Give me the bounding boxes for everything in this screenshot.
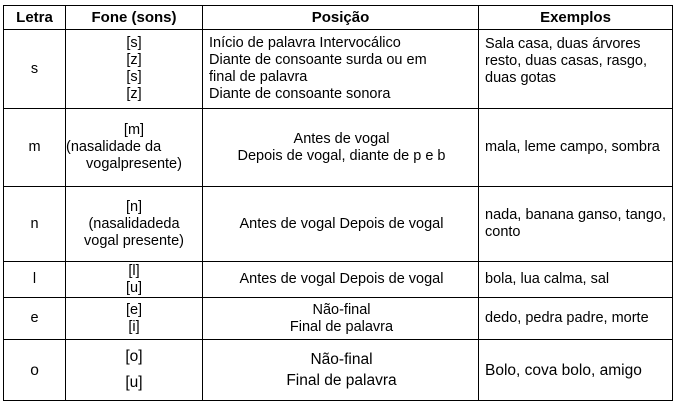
fone-line: vogal presente): [84, 232, 184, 249]
header-fone: Fone (sons): [66, 6, 203, 30]
letra-cell: e: [4, 298, 66, 340]
letra-cell: o: [4, 340, 66, 401]
letra-cell: m: [4, 109, 66, 187]
letra-cell: l: [4, 262, 66, 298]
fone-cell: [66, 340, 203, 401]
fone-line: [l]: [128, 262, 140, 279]
posicao-line: final de palavra: [209, 69, 308, 85]
exemplos-cell: dedo, pedra padre, morte: [479, 298, 673, 340]
posicao-line: Não-final: [310, 351, 373, 368]
exemplos-cell: Sala casa, duas árvores resto, duas casas, rasgo, duas gotas: [479, 30, 673, 109]
fone-line: [z]: [126, 86, 142, 102]
posicao-cell: [203, 187, 479, 262]
exemplos-cell: mala, leme campo, sombra: [479, 109, 673, 187]
fone-cell: [66, 262, 203, 298]
table-row: [4, 340, 673, 401]
exemplos-cell: bola, lua calma, sal: [479, 262, 673, 298]
posicao-line: Antes de vogal Depois de vogal: [239, 215, 444, 232]
fone-line: [m]: [123, 122, 145, 138]
posicao-line: Diante de consoante surda ou em: [209, 52, 427, 68]
header-letra: Letra: [4, 6, 66, 30]
table-row: [4, 30, 673, 109]
fone-line: [u]: [125, 374, 143, 391]
posicao-cell: [203, 30, 479, 109]
fone-cell: [66, 109, 203, 187]
letra-cell: s: [4, 30, 66, 109]
letra-cell: n: [4, 187, 66, 262]
posicao-line: Antes de vogal Depois de vogal: [239, 271, 444, 287]
fone-line: (nasalidadeda: [88, 215, 180, 232]
phonetics-table: [3, 5, 673, 401]
table-row: [4, 187, 673, 262]
posicao-line: Início de palavra Intervocálico: [209, 35, 401, 51]
fone-line: [z]: [126, 52, 142, 68]
table-row: [4, 298, 673, 340]
posicao-line: Diante de consoante sonora: [209, 86, 391, 102]
posicao-line: Depois de vogal, diante de p e b: [237, 147, 446, 164]
fone-cell: [66, 187, 203, 262]
table-row: [4, 109, 673, 187]
fone-line: [n]: [125, 198, 143, 215]
exemplos-cell: nada, banana ganso, tango, conto: [479, 187, 673, 262]
fone-line: [s]: [126, 35, 142, 51]
posicao-cell: [203, 262, 479, 298]
header-posicao: Posição: [203, 6, 479, 30]
fone-line: [e]: [125, 301, 143, 318]
fone-line: [i]: [128, 318, 140, 335]
posicao-line: Final de palavra: [289, 318, 394, 335]
fone-line: vogalpresente): [86, 156, 182, 172]
fone-line: [o]: [125, 348, 143, 365]
fone-cell: [66, 298, 203, 340]
fone-line: [u]: [125, 279, 143, 296]
exemplos-cell: Bolo, cova bolo, amigo: [479, 340, 673, 401]
posicao-line: Final de palavra: [286, 372, 397, 389]
posicao-line: Não-final: [312, 301, 371, 318]
posicao-cell: [203, 340, 479, 401]
posicao-cell: [203, 109, 479, 187]
fone-line: [s]: [126, 69, 142, 85]
posicao-line: Antes de vogal: [293, 130, 390, 147]
header-exemplos: Exemplos: [479, 6, 673, 30]
fone-line: (nasalidade da: [66, 139, 162, 155]
fone-cell: [66, 30, 203, 109]
table-row: [4, 262, 673, 298]
header-row: [4, 6, 673, 30]
posicao-cell: [203, 298, 479, 340]
